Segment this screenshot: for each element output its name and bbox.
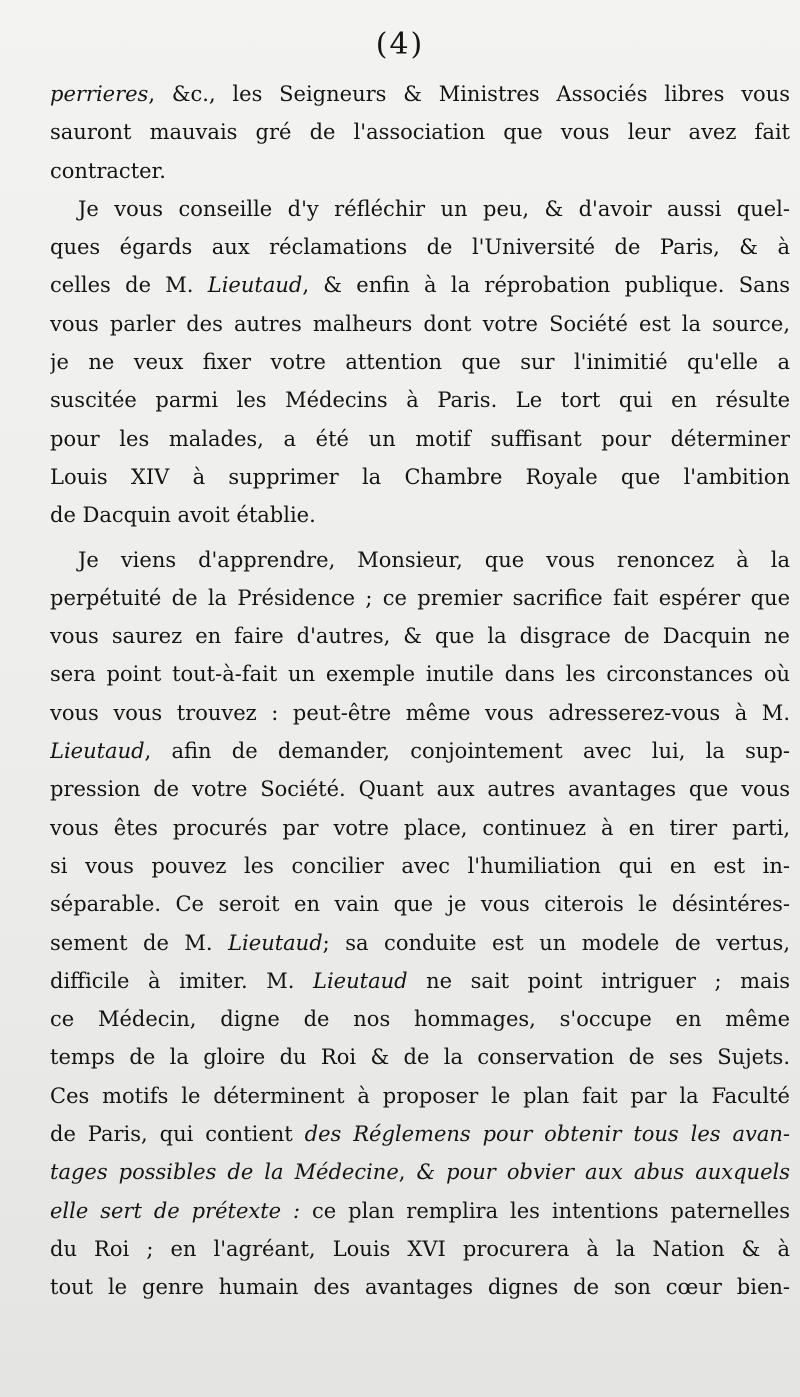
text-segment: celles de M. <box>50 273 208 298</box>
text-segment: , afin de demander, conjointement avec lui, la sup- <box>144 739 790 764</box>
text-line <box>50 458 790 496</box>
text-line <box>50 847 790 885</box>
text-segment: , & enfin à la réprobation publique. Sans <box>302 273 790 298</box>
body-text <box>50 75 790 1307</box>
text-line <box>50 1000 790 1038</box>
text-segment: ce Médecin, digne de nos hommages, s'occupe en même <box>50 1007 790 1032</box>
text-line <box>50 190 790 228</box>
text-line <box>50 962 790 1000</box>
text-line <box>50 496 790 534</box>
italic-segment: des Réglemens pour obtenir tous les avan- <box>304 1122 790 1147</box>
text-segment: vous vous trouvez : peut-être même vous adresserez-vous à M. <box>50 700 790 725</box>
text-line <box>50 228 790 266</box>
text-line <box>50 1153 790 1191</box>
text-segment: Je vous conseille d'y réfléchir un peu, & d'avoir aussi quel- <box>78 196 790 221</box>
text-line <box>50 1115 790 1153</box>
text-segment: sauront mauvais gré de l'association que vous leur avez fait <box>50 120 790 145</box>
text-segment: séparable. Ce seroit en vain que je vous citerois le désintéres- <box>50 892 790 917</box>
text-line <box>50 266 790 304</box>
text-line <box>50 1077 790 1115</box>
text-segment: , <box>398 1160 417 1185</box>
text-line <box>50 924 790 962</box>
text-line <box>50 420 790 458</box>
text-line <box>50 75 790 113</box>
text-segment: perpétuité de la Présidence ; ce premier sacrifice fait espérer que <box>50 585 790 610</box>
text-line <box>50 305 790 343</box>
text-line <box>50 541 790 579</box>
text-line <box>50 770 790 808</box>
text-segment: Ces motifs le déterminent à proposer le plan fait par la Faculté <box>50 1083 790 1108</box>
italic-segment: Lieutaud <box>313 968 408 993</box>
italic-segment: perrieres <box>50 82 149 106</box>
text-segment: ques égards aux réclamations de l'Université de Paris, & à <box>50 235 790 260</box>
text-segment: Je viens d'apprendre, Monsieur, que vous renoncez à la <box>78 547 790 572</box>
text-line <box>50 809 790 847</box>
text-segment: Louis XIV à supprimer la Chambre Royale que l'ambition <box>50 464 790 489</box>
text-segment: suscitée parmi les Médecins à Paris. Le tort qui en résulte <box>50 388 790 413</box>
text-segment: ce plan remplira les intentions paternelles <box>300 1198 790 1223</box>
text-line <box>50 113 790 151</box>
text-segment: contracter. <box>50 158 166 183</box>
text-segment: du Roi ; en l'agréant, Louis XVI procurera à la Nation & à <box>50 1236 790 1261</box>
italic-segment: tages possibles de la Médecine <box>50 1160 399 1185</box>
italic-segment: elle sert de prétexte : <box>50 1198 301 1223</box>
text-line <box>50 1192 790 1230</box>
text-segment: temps de la gloire du Roi & de la conservation de ses Sujets. <box>50 1045 790 1070</box>
text-line <box>50 1268 790 1306</box>
text-segment: pour les malades, a été un motif suffisant pour déterminer <box>50 426 790 451</box>
text-line <box>50 343 790 381</box>
text-line <box>50 1230 790 1268</box>
text-segment: je ne veux fixer votre attention que sur l'inimitié qu'elle a <box>50 350 790 375</box>
text-segment: pression de votre Société. Quant aux autres avantages que vous <box>50 777 790 802</box>
text-segment: vous saurez en faire d'autres, & que la disgrace de Dacquin ne <box>50 624 790 649</box>
italic-segment: Lieutaud <box>228 930 323 955</box>
text-line <box>50 732 790 770</box>
text-segment: , &c., les Seigneurs & Ministres Associés libres vous <box>148 82 790 106</box>
text-segment: tout le genre humain des avantages dignes de son cœur bien- <box>50 1275 790 1300</box>
text-segment: ne sait point intriguer ; mais <box>407 968 790 993</box>
text-line <box>50 152 790 190</box>
italic-segment: Lieutaud <box>50 739 145 764</box>
italic-segment: & pour obvier aux abus auxquels <box>416 1160 790 1185</box>
text-segment: ; sa conduite est un modele de vertus, <box>322 930 790 955</box>
text-segment: de Dacquin avoit établie. <box>50 503 316 528</box>
text-segment: sera point tout-à-fait un exemple inutile dans les circonstances où <box>50 662 790 687</box>
text-segment: si vous pouvez les concilier avec l'humiliation qui en est in- <box>50 853 790 878</box>
text-segment: difficile à imiter. M. <box>50 968 314 993</box>
text-line <box>50 655 790 693</box>
text-segment: de Paris, qui contient <box>50 1122 305 1147</box>
text-line <box>50 885 790 923</box>
page-number: (4) <box>375 27 425 62</box>
italic-segment: Lieutaud <box>207 273 303 298</box>
text-line <box>50 617 790 655</box>
text-segment: vous êtes procurés par votre place, continuez à en tirer parti, <box>50 815 790 840</box>
text-line <box>50 1038 790 1076</box>
text-segment: sement de M. <box>50 930 229 955</box>
text-line <box>50 694 790 732</box>
text-line <box>50 381 790 419</box>
text-line <box>50 579 790 617</box>
text-segment: vous parler des autres malheurs dont votre Société est la source, <box>50 311 790 336</box>
